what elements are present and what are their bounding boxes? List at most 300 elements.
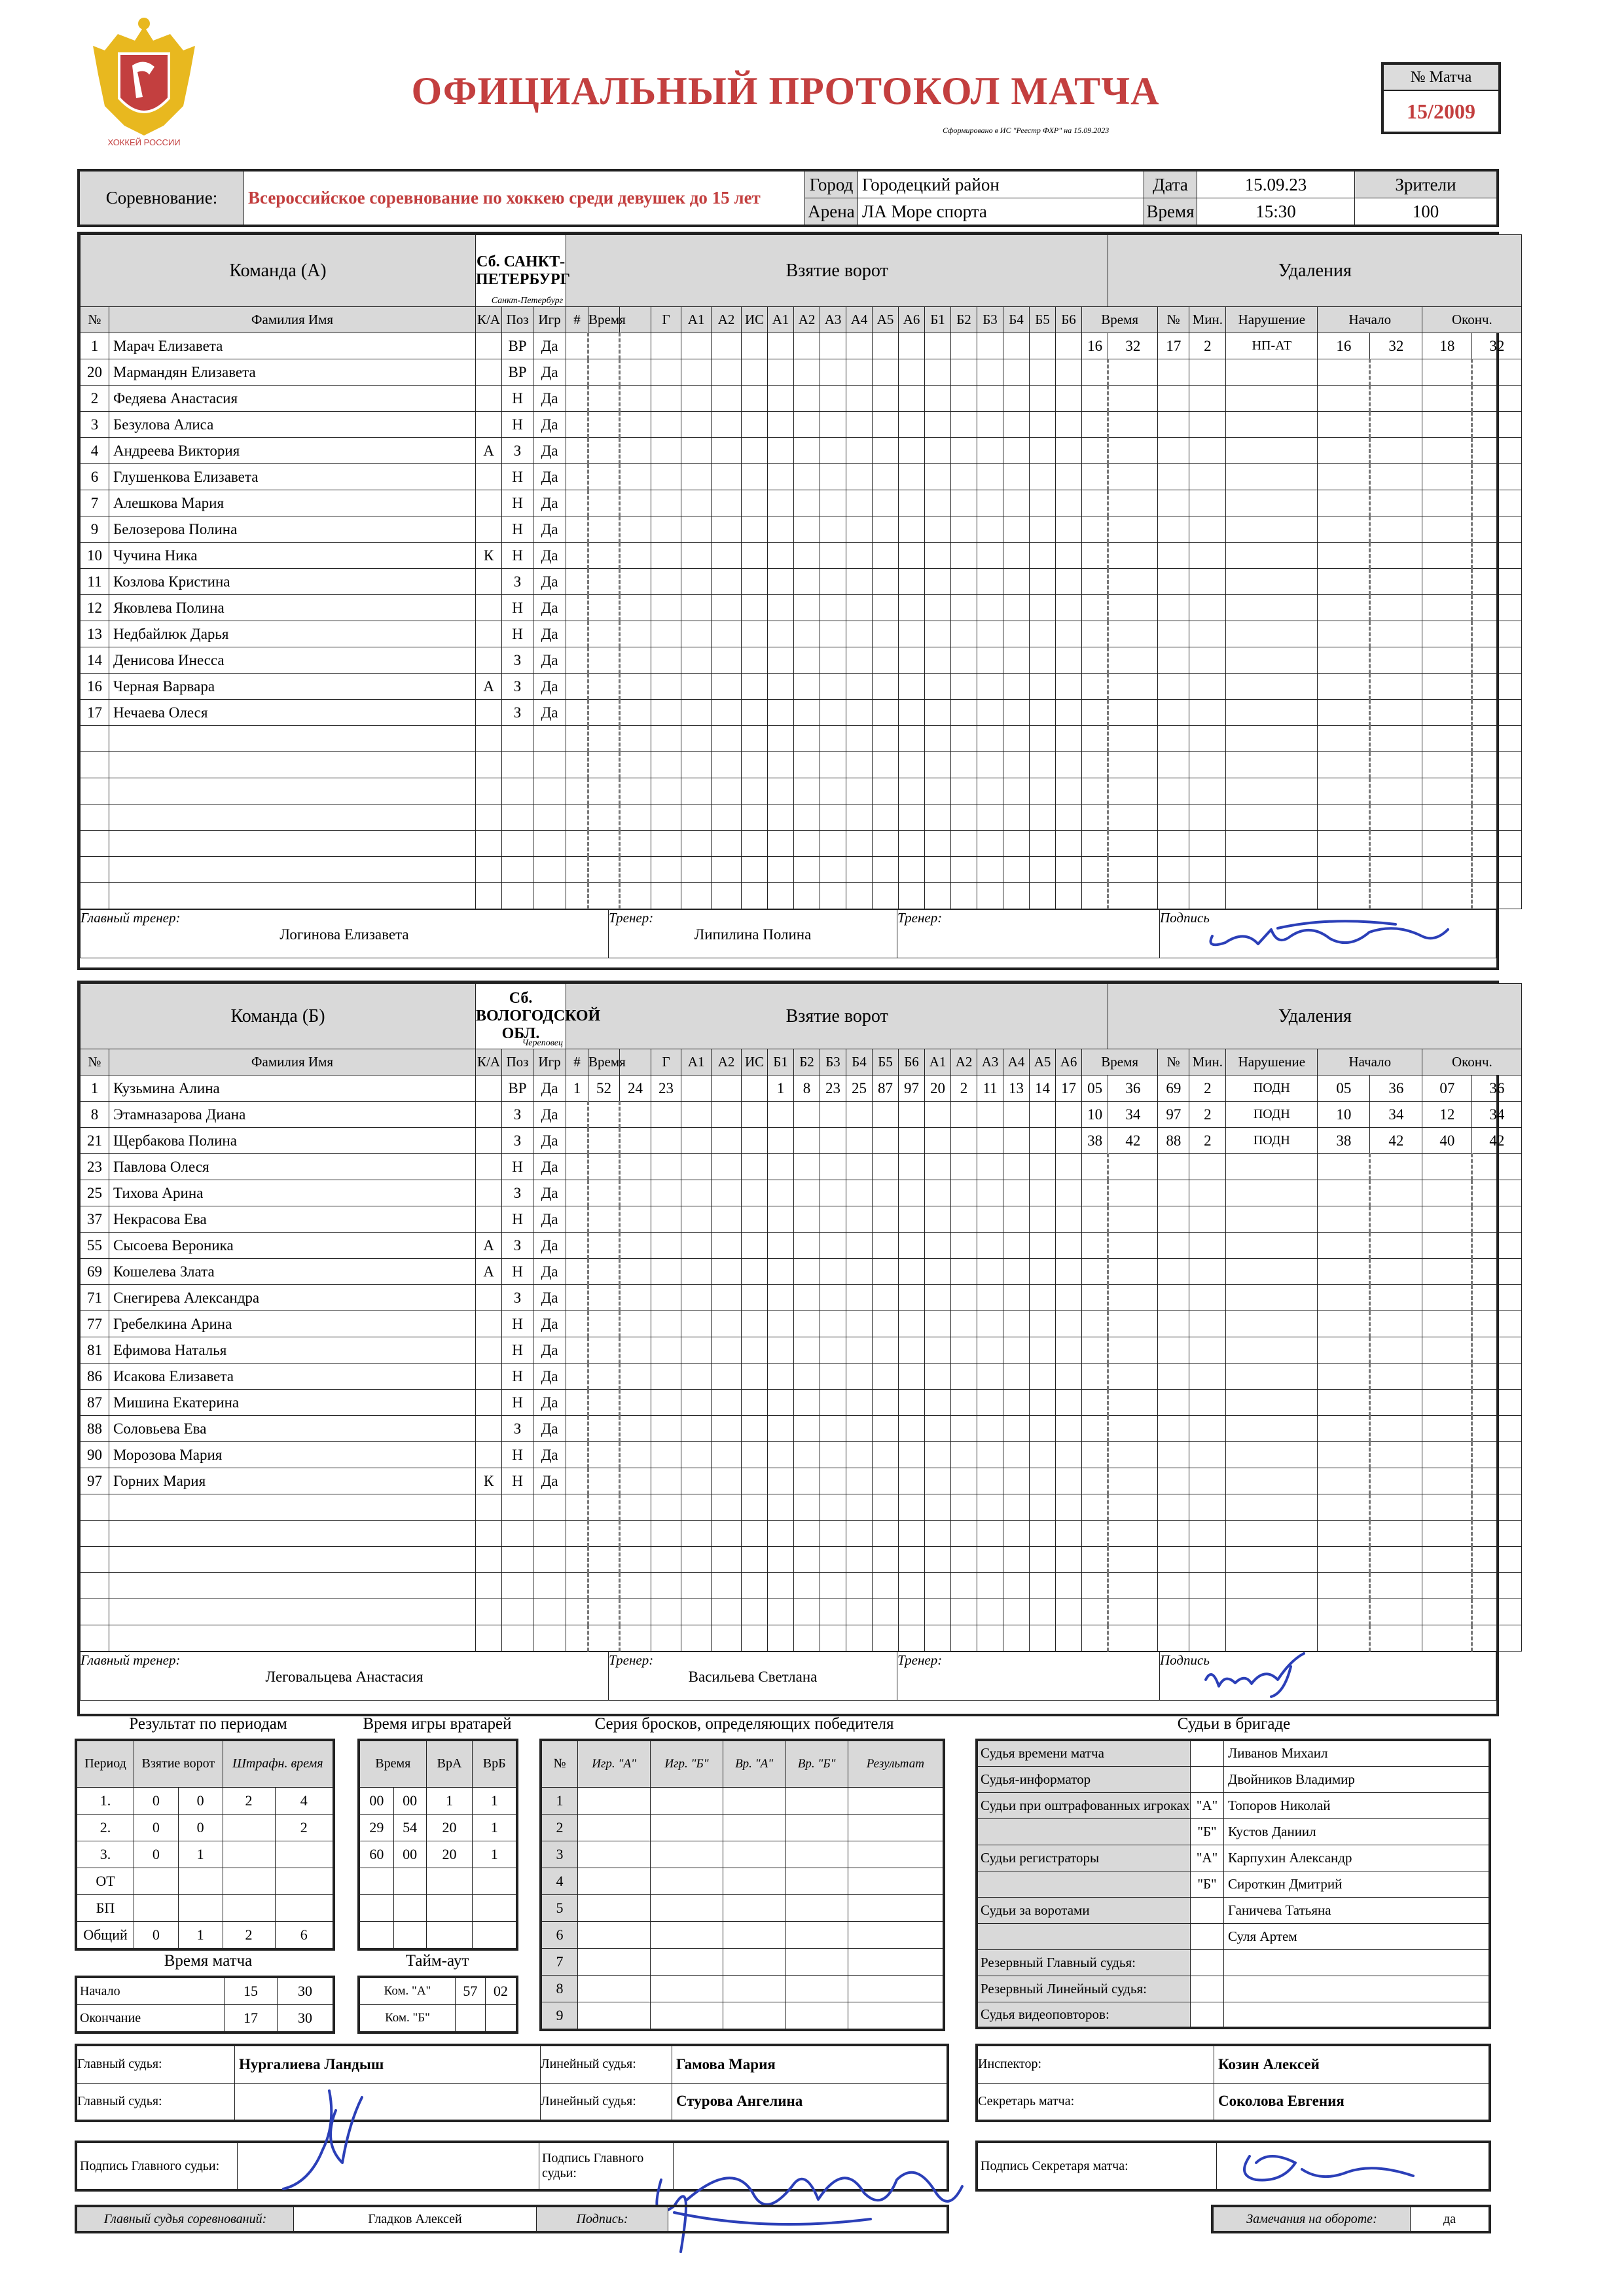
roster-row — [81, 1337, 1522, 1364]
empty-cell — [1472, 621, 1522, 647]
player-name: Морозова Мария — [109, 1442, 476, 1468]
official-side: "Б" — [1191, 1818, 1224, 1845]
empty-cell — [476, 831, 502, 857]
empty-cell — [502, 1494, 533, 1521]
empty-cell — [620, 1337, 651, 1364]
empty-cell — [1158, 1625, 1189, 1652]
empty-cell — [951, 1364, 977, 1390]
date-label: Дата — [1144, 170, 1197, 198]
empty-cell — [899, 1573, 925, 1599]
official-row — [977, 1766, 1490, 1792]
empty-cell — [742, 543, 768, 569]
player-name: Нечаева Олеся — [109, 700, 476, 726]
empty-cell — [899, 1337, 925, 1364]
empty-cell — [1226, 1547, 1318, 1573]
empty-cell — [794, 1494, 820, 1521]
empty-cell — [533, 857, 566, 883]
empty-cell — [820, 1364, 846, 1390]
empty-cell — [566, 359, 588, 386]
player-number: 71 — [81, 1285, 109, 1311]
empty-cell — [1003, 647, 1030, 674]
empty-cell — [1189, 1442, 1226, 1468]
empty-cell — [1226, 1494, 1318, 1521]
empty-cell — [1082, 1625, 1108, 1652]
period-goals-a: 0 — [134, 1921, 179, 1949]
official-role: Судья времени матча — [977, 1740, 1191, 1766]
empty-cell — [1318, 752, 1370, 778]
roster-row — [81, 1206, 1522, 1233]
team-b-coach: Васильева Светлана — [688, 1669, 818, 1685]
empty-cell — [712, 1233, 742, 1259]
empty-cell — [1472, 1599, 1522, 1625]
empty-cell — [620, 1442, 651, 1468]
empty-cell — [1108, 1180, 1158, 1206]
empty-cell — [1030, 883, 1056, 909]
empty-cell — [794, 1128, 820, 1154]
empty-cell — [768, 831, 794, 857]
empty-cell — [1422, 543, 1472, 569]
empty-cell — [1370, 1547, 1422, 1573]
empty-cell — [1158, 1390, 1189, 1416]
period-pim-b — [275, 1894, 334, 1921]
officials-title: Судьи в бригаде — [1177, 1715, 1291, 1733]
empty-cell — [1189, 700, 1226, 726]
empty-cell — [1030, 569, 1056, 595]
empty-cell — [476, 857, 502, 883]
empty-cell — [1030, 1259, 1056, 1285]
empty-cell — [712, 804, 742, 831]
empty-cell — [533, 1573, 566, 1599]
player-position: ВР — [502, 333, 533, 359]
empty-cell — [1030, 1311, 1056, 1337]
empty-cell — [109, 1599, 476, 1625]
empty-cell — [1003, 831, 1030, 857]
empty-cell — [81, 1494, 109, 1521]
empty-cell — [794, 674, 820, 700]
empty-cell — [1318, 831, 1370, 857]
empty-cell — [951, 1573, 977, 1599]
empty-cell — [925, 674, 951, 700]
empty-cell — [1082, 883, 1108, 909]
empty-cell — [566, 1416, 588, 1442]
roster-row — [81, 464, 1522, 490]
empty-cell — [620, 543, 651, 569]
empty-cell — [1226, 412, 1318, 438]
empty-cell — [723, 1787, 785, 1814]
team-b-coaches — [80, 1652, 1496, 1701]
roster-row — [81, 1285, 1522, 1311]
empty-cell — [723, 1948, 785, 1975]
empty-cell — [681, 1337, 712, 1364]
roster-row — [81, 1233, 1522, 1259]
empty-cell — [951, 1442, 977, 1468]
empty-cell — [873, 1521, 899, 1547]
empty-cell — [1003, 1547, 1030, 1573]
empty-cell — [681, 621, 712, 647]
empty-cell — [768, 1442, 794, 1468]
empty-cell — [681, 1521, 712, 1547]
empty-cell — [873, 883, 899, 909]
empty-cell — [1082, 1573, 1108, 1599]
player-number: 8 — [81, 1102, 109, 1128]
empty-cell — [1318, 1337, 1370, 1364]
empty-cell — [1030, 778, 1056, 804]
empty-cell — [1472, 1390, 1522, 1416]
empty-cell — [712, 359, 742, 386]
empty-cell — [977, 700, 1003, 726]
goal-onice-opp: 14 — [1030, 1075, 1056, 1102]
empty-cell — [846, 726, 873, 752]
empty-cell — [1082, 674, 1108, 700]
empty-cell — [1056, 621, 1082, 647]
empty-cell — [925, 1364, 951, 1390]
empty-cell — [1030, 516, 1056, 543]
empty-cell — [476, 1521, 502, 1547]
empty-cell — [848, 1894, 944, 1921]
empty-cell — [1158, 883, 1189, 909]
period-goals-header: Взятие ворот — [134, 1740, 223, 1787]
player-number: 2 — [81, 386, 109, 412]
empty-cell — [578, 1894, 651, 1921]
empty-cell — [712, 1390, 742, 1416]
empty-cell — [651, 700, 681, 726]
empty-cell — [742, 857, 768, 883]
team-a-section — [77, 232, 1505, 970]
empty-cell — [1472, 674, 1522, 700]
player-played: Да — [533, 543, 566, 569]
empty-cell — [1370, 831, 1422, 857]
empty-cell — [977, 647, 1003, 674]
empty-cell — [977, 726, 1003, 752]
empty-cell — [925, 359, 951, 386]
empty-cell — [566, 752, 588, 778]
empty-cell — [873, 1311, 899, 1337]
official-row — [977, 1740, 1490, 1766]
empty-cell — [794, 412, 820, 438]
empty-cell — [1030, 412, 1056, 438]
empty-cell — [1108, 1259, 1158, 1285]
player-name: Козлова Кристина — [109, 569, 476, 595]
empty-cell — [620, 1102, 651, 1128]
empty-cell — [1003, 438, 1030, 464]
empty-cell — [1158, 1337, 1189, 1364]
empty-cell — [588, 543, 620, 569]
empty-cell — [1082, 1259, 1108, 1285]
empty-cell — [1189, 412, 1226, 438]
empty-cell — [1030, 1128, 1056, 1154]
empty-cell — [109, 804, 476, 831]
empty-cell — [651, 1841, 723, 1868]
team_a-header-ka: К/А — [476, 307, 502, 333]
team_a-header-pen-viol: Нарушение — [1226, 307, 1318, 333]
empty-cell — [820, 1442, 846, 1468]
empty-cell — [1082, 726, 1108, 752]
player-number: 25 — [81, 1180, 109, 1206]
empty-cell — [846, 1128, 873, 1154]
empty-cell — [951, 1154, 977, 1180]
empty-cell — [588, 1311, 620, 1337]
empty-cell — [742, 647, 768, 674]
empty-cell — [899, 1416, 925, 1442]
goalie-a — [426, 1868, 473, 1894]
empty-cell — [951, 752, 977, 778]
empty-cell — [1318, 543, 1370, 569]
empty-cell — [1422, 1285, 1472, 1311]
empty-cell — [651, 438, 681, 464]
player-name: Горних Мария — [109, 1468, 476, 1494]
empty-cell — [1108, 674, 1158, 700]
empty-cell — [681, 595, 712, 621]
empty-cell — [681, 883, 712, 909]
chief-label: Главный судья соревнований: — [76, 2206, 294, 2232]
penalty-time-sec: 42 — [1108, 1128, 1158, 1154]
empty-cell — [1189, 595, 1226, 621]
team-b-table — [80, 983, 1522, 1652]
empty-cell — [651, 464, 681, 490]
empty-cell — [651, 1364, 681, 1390]
team_a-header-g-a2: А2 — [712, 307, 742, 333]
empty-cell — [620, 1547, 651, 1573]
goalie-change-sec: 00 — [393, 1787, 426, 1814]
penalty-start-min: 16 — [1318, 333, 1370, 359]
empty-cell — [578, 1787, 651, 1814]
player-ka — [476, 647, 502, 674]
period-pim-b: 4 — [275, 1787, 334, 1814]
empty-cell — [846, 1521, 873, 1547]
inspector-label: Инспектор: — [977, 2045, 1214, 2083]
empty-cell — [620, 1364, 651, 1390]
empty-cell — [1422, 1311, 1472, 1337]
penalty-time-sec: 32 — [1108, 333, 1158, 359]
match-number: 15/2009 — [1407, 99, 1475, 123]
empty-cell — [1318, 857, 1370, 883]
empty-cell — [820, 1337, 846, 1364]
empty-cell — [1082, 438, 1108, 464]
player-played: Да — [533, 1390, 566, 1416]
official-row — [977, 2002, 1490, 2028]
goalie-change-sec — [393, 1921, 426, 1949]
empty-cell — [1030, 386, 1056, 412]
empty-cell — [820, 1128, 846, 1154]
empty-cell — [1472, 1206, 1522, 1233]
empty-cell — [794, 778, 820, 804]
roster-row — [81, 1416, 1522, 1442]
empty-cell — [794, 621, 820, 647]
player-name: Безулова Алиса — [109, 412, 476, 438]
empty-cell — [977, 1573, 1003, 1599]
empty-cell — [873, 386, 899, 412]
player-played: Да — [533, 1337, 566, 1364]
empty-cell — [742, 1206, 768, 1233]
goalie-change-min: 29 — [359, 1814, 393, 1841]
empty-cell — [566, 1102, 588, 1128]
empty-cell — [681, 1102, 712, 1128]
empty-cell — [899, 1206, 925, 1233]
empty-cell — [1472, 883, 1522, 909]
player-ka: К — [476, 543, 502, 569]
empty-cell — [1108, 726, 1158, 752]
empty-cell — [1189, 516, 1226, 543]
empty-cell — [578, 2002, 651, 2030]
period-row — [76, 1841, 334, 1868]
empty-cell — [712, 490, 742, 516]
empty-cell — [1056, 778, 1082, 804]
main1-sign-label: Подпись Главного судьи: — [76, 2142, 238, 2190]
empty-cell — [873, 438, 899, 464]
empty-cell — [925, 804, 951, 831]
player-position: Н — [502, 490, 533, 516]
empty-cell — [1472, 1416, 1522, 1442]
team_b-header-pen-viol: Нарушение — [1226, 1049, 1318, 1075]
empty-cell — [1422, 1599, 1472, 1625]
empty-cell — [742, 831, 768, 857]
empty-cell — [712, 700, 742, 726]
empty-cell — [951, 386, 977, 412]
empty-cell — [925, 412, 951, 438]
empty-cell — [1226, 1154, 1318, 1180]
team-a-label: Команда (А) — [81, 235, 476, 307]
player-played: Да — [533, 1180, 566, 1206]
empty-cell — [1370, 1259, 1422, 1285]
shootout-row — [541, 1948, 944, 1975]
goal-situation — [742, 1075, 768, 1102]
empty-cell — [951, 1180, 977, 1206]
arena-value: ЛА Море спорта — [858, 198, 1144, 226]
empty-cell — [899, 569, 925, 595]
empty-cell — [1318, 1573, 1370, 1599]
match-time-title: Время матча — [164, 1952, 253, 1970]
empty-cell — [1422, 752, 1472, 778]
empty-cell — [620, 1285, 651, 1311]
empty-cell — [873, 595, 899, 621]
goal-onice-own: 25 — [846, 1075, 873, 1102]
empty-cell — [1318, 438, 1370, 464]
empty-cell — [1226, 778, 1318, 804]
empty-cell — [1056, 412, 1082, 438]
empty-cell — [1318, 621, 1370, 647]
player-number: 14 — [81, 647, 109, 674]
player-number: 77 — [81, 1311, 109, 1337]
team-b-sign-cell — [1160, 1652, 1496, 1701]
empty-cell — [1318, 1285, 1370, 1311]
penalty-end-sec: 32 — [1472, 333, 1522, 359]
empty-cell — [1108, 1494, 1158, 1521]
empty-cell — [1370, 883, 1422, 909]
empty-cell — [651, 752, 681, 778]
player-name: Исакова Елизавета — [109, 1364, 476, 1390]
empty-cell — [1003, 1521, 1030, 1547]
empty-cell — [651, 1311, 681, 1337]
goal-onice-own: 23 — [820, 1075, 846, 1102]
empty-cell — [794, 804, 820, 831]
empty-cell — [1003, 621, 1030, 647]
penalty-player: 97 — [1158, 1102, 1189, 1128]
notes-label: Замечания на обороте: — [1212, 2206, 1411, 2232]
empty-cell — [742, 1259, 768, 1285]
empty-cell — [768, 1416, 794, 1442]
roster-row — [81, 857, 1522, 883]
empty-cell — [1370, 726, 1422, 752]
empty-cell — [742, 412, 768, 438]
empty-cell — [476, 1625, 502, 1652]
empty-cell — [899, 1521, 925, 1547]
penalty-start-sec: 34 — [1370, 1102, 1422, 1128]
empty-cell — [1003, 674, 1030, 700]
roster-row — [81, 1494, 1522, 1521]
empty-cell — [873, 857, 899, 883]
empty-cell — [1082, 1547, 1108, 1573]
empty-cell — [109, 778, 476, 804]
empty-cell — [1472, 543, 1522, 569]
empty-cell — [873, 333, 899, 359]
empty-cell — [899, 752, 925, 778]
empty-cell — [1056, 569, 1082, 595]
goalie-change-sec: 00 — [393, 1841, 426, 1868]
empty-cell — [742, 359, 768, 386]
official-side — [1191, 1897, 1224, 1923]
empty-cell — [1422, 1494, 1472, 1521]
empty-cell — [977, 778, 1003, 804]
team-b-coach-cell — [609, 1652, 897, 1701]
empty-cell — [899, 1494, 925, 1521]
empty-cell — [1370, 1311, 1422, 1337]
penalty-violation: ПОДН — [1226, 1102, 1318, 1128]
shootout-number: 5 — [541, 1894, 578, 1921]
generated-note: Сформировано в ИС "Реестр ФХР" на 15.09.2023 — [943, 126, 1110, 135]
empty-cell — [768, 490, 794, 516]
empty-cell — [651, 1390, 681, 1416]
empty-cell — [1003, 1102, 1030, 1128]
empty-cell — [681, 857, 712, 883]
player-played: Да — [533, 700, 566, 726]
empty-cell — [899, 1364, 925, 1390]
empty-cell — [899, 464, 925, 490]
empty-cell — [1370, 1154, 1422, 1180]
empty-cell — [1108, 647, 1158, 674]
empty-cell — [977, 1102, 1003, 1128]
roster-row — [81, 1468, 1522, 1494]
spectators-label: Зрители — [1355, 170, 1498, 198]
team_a-header-on1-5: А5 — [873, 307, 899, 333]
team-a-coaches — [80, 909, 1496, 958]
empty-cell — [1030, 857, 1056, 883]
empty-cell — [681, 1599, 712, 1625]
empty-cell — [794, 883, 820, 909]
empty-cell — [1318, 778, 1370, 804]
empty-cell — [651, 2002, 723, 2030]
player-ka — [476, 595, 502, 621]
empty-cell — [768, 1625, 794, 1652]
empty-cell — [1056, 1206, 1082, 1233]
empty-cell — [873, 804, 899, 831]
official-row — [977, 1871, 1490, 1897]
empty-cell — [1108, 1416, 1158, 1442]
empty-cell — [873, 1416, 899, 1442]
team-b-penalties-title: Удаления — [1108, 984, 1522, 1049]
empty-cell — [588, 621, 620, 647]
empty-cell — [1082, 359, 1108, 386]
player-position: Н — [502, 1311, 533, 1337]
empty-cell — [794, 831, 820, 857]
player-position: Н — [502, 595, 533, 621]
empty-cell — [1472, 752, 1522, 778]
empty-cell — [1318, 1233, 1370, 1259]
empty-cell — [1370, 621, 1422, 647]
goal-onice-opp: 2 — [951, 1075, 977, 1102]
empty-cell — [951, 700, 977, 726]
empty-cell — [794, 386, 820, 412]
empty-cell — [566, 726, 588, 752]
